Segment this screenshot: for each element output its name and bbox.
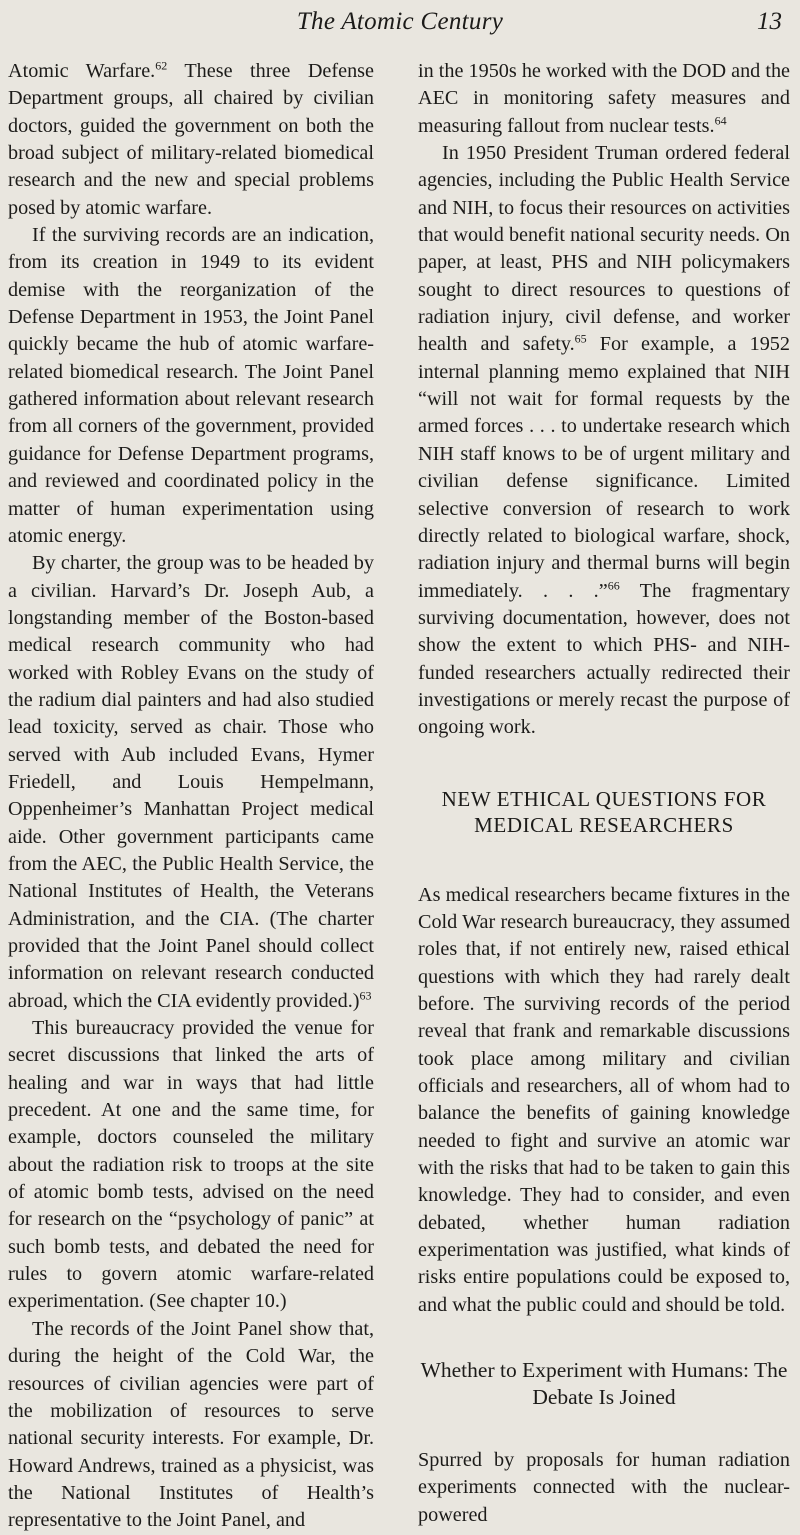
page-header — [0, 4, 800, 44]
paragraph-text: For example, a 1952 internal planning memo explained that NIH “will not wait for formal requests by the armed forces . . . to undertake research which NIH staff knows to be of urgent military and civilian defense significance. Limited selective conversion of research to work directly related to biological warfare, shock, radiation injury and thermal burns will begin immediately. . . .” — [418, 333, 790, 602]
paragraph — [418, 58, 790, 140]
section-heading: NEW ETHICAL QUESTIONS FOR MEDICAL RESEARCHERS — [441, 786, 767, 837]
paragraph-text: These three Defense Department groups, all chaired by civilian doctors, guided the government on both the broad subject of military-related biomedical research and the new and special problems posed by atomic warfare. — [8, 60, 374, 219]
paragraph-text: By charter, the group was to be headed by a civilian. Harvard’s Dr. Joseph Aub, a longstanding member of the Boston-based medical research community who had worked with Robley Evans on the study of the radium dial painters and had also studied lead toxicity, served as chair. Those who served with Aub included Evans, Hymer Friedell, and Louis Hempelmann, Oppenheimer’s Manhattan Project medical aide. Other government participants came from the AEC, the Public Health Service, the National Institutes of Health, the Veterans Administration, and the CIA. (The charter provided that the Joint Panel should collect information on relevant research conducted abroad, which the CIA evidently provided.) — [8, 552, 374, 1012]
footnote-ref: 62 — [155, 58, 168, 73]
paragraph: This bureaucracy provided the venue for secret discussions that linked the arts of healing and war in ways that had little precedent. At one and the same time, for example, doctors counseled the military about the radiation risk to troops at the site of atomic bomb tests, advised on the need for research on the “psychology of panic” at such bomb tests, and debated the need for rules to govern atomic warfare-related experimentation. (See chapter 10.) — [8, 1017, 374, 1313]
paragraph: As medical researchers became fixtures in the Cold War research bureaucracy, they assumed roles that, if not entirely new, raised ethical questions with which they had rarely dealt before. The surviving records of the period reveal that frank and remarkable discussions took place among military and civilian officials and researchers, all of whom had to balance the benefits of gaining knowledge needed to fight and survive an atomic war with the risks that had to be taken to gain this knowledge. They had to consider, and even debated, whether human radiation experimentation was justified, what kinds of risks entire populations could be exposed to, and what the public could and should be told. — [418, 883, 790, 1316]
paragraph: Spurred by proposals for human radiation experiments connected with the nuclear-powered — [418, 1449, 790, 1526]
paragraph: If the surviving records are an indication, from its creation in 1949 to its evident demise with the reorganization of the Defense Department in 1953, the Joint Panel quickly became the hub of atomic warfare-related biomedical research. The Joint Panel gathered information about relevant research from all corners of the government, provided guidance for Defense Department programs, and reviewed and coordinated policy in the matter of human experimentation using atomic energy. — [8, 224, 374, 547]
paragraph-text: Atomic Warfare. — [8, 60, 156, 82]
paragraph-text: in the 1950s he worked with the DOD and the AEC in monitoring safety measures and measuring fallout from nuclear tests. — [418, 60, 790, 137]
paragraph: The records of the Joint Panel show that, during the height of the Cold War, the resources of civilian agencies were part of the mobilization of resources to serve national security interests. For example, Dr. Howard Andrews, trained as a physicist, was the National Institutes of Health’s representative to the Joint Panel, and — [8, 1317, 374, 1532]
page-number: 13 — [757, 8, 782, 35]
paragraph-text: In 1950 President Truman ordered federal agencies, including the Public Health Service and NIH, to focus their resources on activities that would benefit national security needs. On paper, at least, PHS and NIH policymakers sought to direct resources to questions of radiation injury, civil defense, and worker health and safety. — [418, 142, 790, 356]
paragraph — [8, 58, 374, 222]
footnote-ref: 64 — [714, 112, 727, 127]
left-column — [8, 58, 374, 1535]
paragraph-text: The fragmentary surviving documentation, however, does not show the extent to which PHS- and NIH-funded researchers actually redirected their investigations or merely recast the purpose of ongoing work. — [418, 579, 790, 739]
footnote-ref: 65 — [574, 331, 587, 346]
right-column — [418, 58, 790, 1529]
footnote-ref: 63 — [359, 987, 372, 1002]
paragraph — [418, 140, 790, 742]
footnote-ref: 66 — [607, 577, 620, 592]
paragraph — [8, 550, 374, 1015]
running-title: The Atomic Century — [296, 8, 504, 35]
subsection-heading: Whether to Experiment with Humans: The Debate Is Joined — [420, 1358, 788, 1410]
